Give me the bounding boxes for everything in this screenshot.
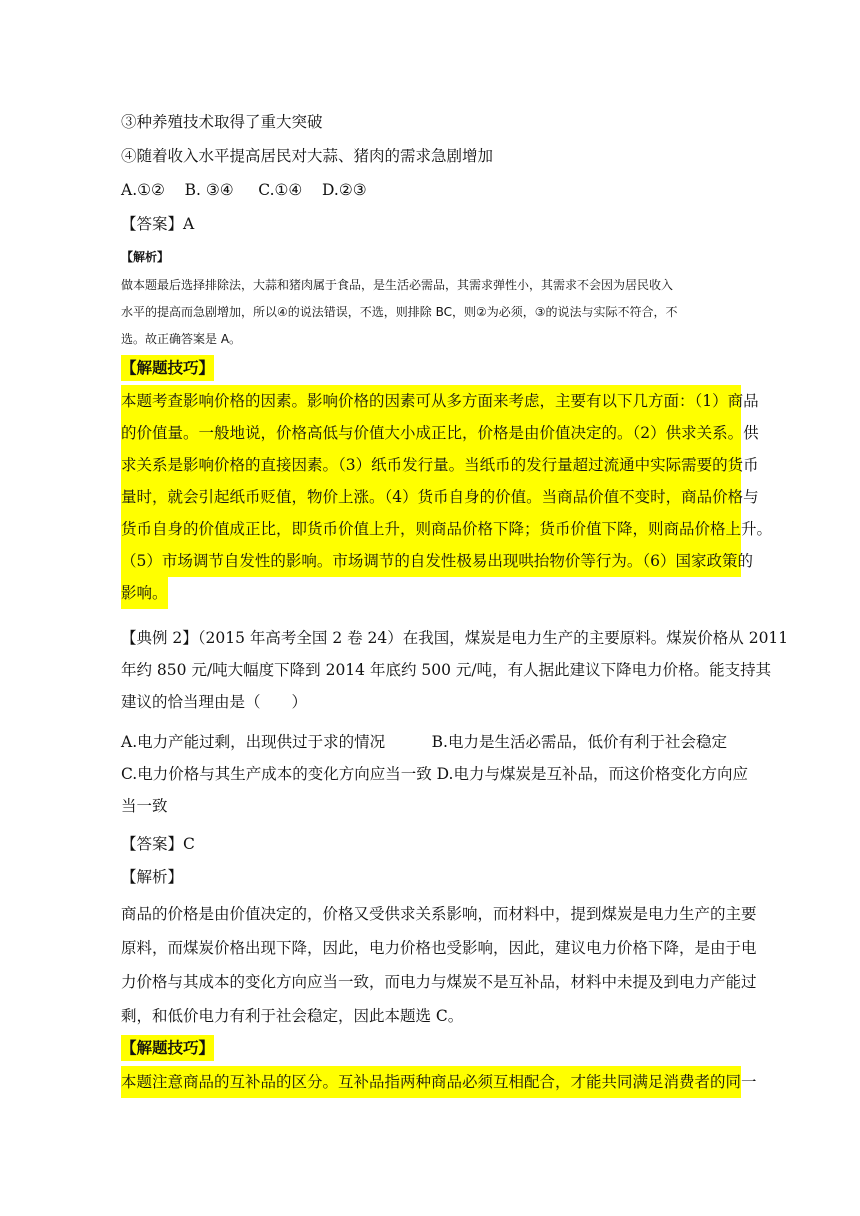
option-line: 当一致: [121, 797, 168, 815]
answer-text: 【答案】A: [121, 215, 195, 233]
analysis-line: 原料，而煤炭价格出现下降，因此，电力价格也受影响，因此，建议电力价格下降，是由于电: [121, 939, 757, 957]
answer-text: 【答案】C: [121, 835, 195, 853]
option-line: C.电力价格与其生产成本的变化方向应当一致 D.电力与煤炭是互补品，而这价格变化方向应: [121, 765, 748, 783]
q1-option-3: [121, 112, 743, 132]
analysis-line: 力价格与其成本的变化方向应当一致，而电力与煤炭不是互补品，材料中未提及到电力产能过: [121, 973, 757, 991]
analysis-line: 做本题最后选择排除法，大蒜和猪肉属于食品，是生活必需品，其需求弹性小，其需求不会因为居民收入: [121, 278, 674, 292]
option-text: ④随着收入水平提高居民对大蒜、猪肉的需求急剧增加: [121, 147, 494, 165]
tip-line: 影响。: [121, 577, 168, 609]
option-text: ③种养殖技术取得了重大突破: [121, 113, 323, 131]
tip-heading: 【解题技巧】: [121, 355, 214, 381]
q2-analysis-heading: [121, 867, 743, 887]
analysis-line: 剩，和低价电力有利于社会稳定，因此本题选 C。: [121, 1007, 464, 1025]
stem-line: 建议的恰当理由是（ ）: [121, 693, 308, 711]
q1-analysis: [121, 276, 743, 357]
analysis-line: 选。故正确答案是 A。: [121, 332, 242, 346]
tip-line: 货币自身的价值成正比，即货币价值上升，则商品价格下降；货币价值下降，则商品价格上升。: [121, 513, 741, 545]
q1-option-4: [121, 146, 743, 166]
analysis-heading: 【解析】: [121, 250, 170, 264]
tip-line: 求关系是影响价格的直接因素。（3）纸币发行量。当纸币的发行量超过流通中实际需要的货币: [121, 449, 741, 481]
analysis-line: 水平的提高而急剧增加，所以④的说法错误，不选，则排除 BC，则②为必须，③的说法与实际不符合，不: [121, 305, 678, 319]
tip-line: （5）市场调节自发性的影响。市场调节的自发性极易出现哄抬物价等行为。（6）国家政策的: [121, 545, 741, 577]
q2-tip-body: [121, 1066, 757, 1098]
q1-tip-body: [121, 385, 773, 609]
q1-answer: [121, 214, 743, 234]
q2-stem: [121, 628, 789, 724]
choices-text: A.①② B. ③④ C.①④ D.②③: [121, 181, 367, 199]
tip-line: 本题考查影响价格的因素。影响价格的因素可从多方面来考虑，主要有以下几方面：（1）商品: [121, 385, 741, 417]
tip-line: 的价值量。一般地说，价格高低与价值大小成正比，价格是由价值决定的。（2）供求关系。供: [121, 417, 741, 449]
q2-options: [121, 732, 748, 828]
q2-analysis: [121, 904, 757, 1040]
tip-line: 量时，就会引起纸币贬值，物价上涨。（4）货币自身的价值。当商品价值不变时，商品价格与: [121, 481, 741, 513]
q2-answer: [121, 834, 743, 854]
stem-line: 【典例 2】（2015 年高考全国 2 卷 24）在我国，煤炭是电力生产的主要原料。煤炭价格从 2011: [121, 629, 789, 647]
tip-heading: 【解题技巧】: [121, 1035, 214, 1061]
q1-tip-heading: [121, 355, 214, 381]
analysis-line: 商品的价格是由价值决定的，价格又受供求关系影响，而材料中，提到煤炭是电力生产的主要: [121, 905, 757, 923]
q1-analysis-heading: [121, 248, 743, 268]
q2-tip-heading: [121, 1035, 214, 1061]
option-line: A.电力产能过剩，出现供过于求的情况 B.电力是生活必需品，低价有利于社会稳定: [121, 733, 727, 751]
analysis-heading: 【解析】: [121, 868, 184, 886]
tip-line: 本题注意商品的互补品的区分。互补品指两种商品必须互相配合，才能共同满足消费者的同一: [121, 1066, 741, 1098]
stem-line: 年约 850 元/吨大幅度下降到 2014 年底约 500 元/吨，有人据此建议下降电力价格。能支持其: [121, 661, 772, 679]
q1-choices: [121, 180, 743, 200]
